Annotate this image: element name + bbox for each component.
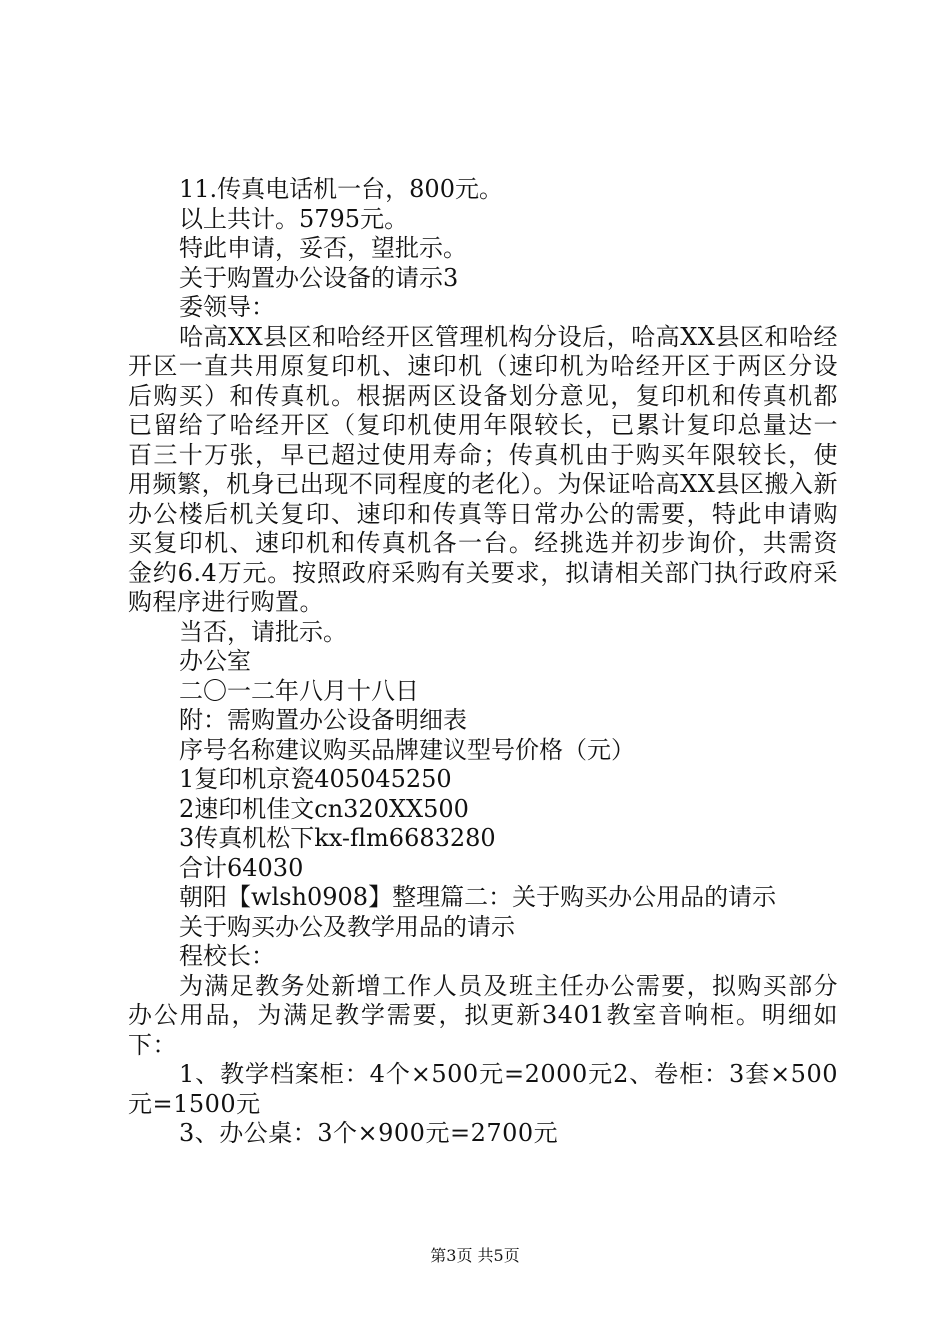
text-line: 以上共计。5795元。 <box>179 204 409 233</box>
body-paragraph: 为满足教务处新增工作人员及班主任办公需要，拟购买部分办公用品，为满足教学需要，拟更新3401教室音响柜。明细如下： <box>128 971 838 1059</box>
text-line: 特此申请，妥否，望批示。 <box>179 234 467 262</box>
signature-date: 二〇一二年八月十八日 <box>179 676 419 705</box>
table-row-line: 2速印机佳文cn320XX500 <box>179 794 469 823</box>
body-paragraph: 哈高XX县区和哈经开区管理机构分设后，哈高XX县区和哈经开区一直共用原复印机、速印机（速印机为哈经开区于两区分设后购买）和传真机。根据两区设备划分意见，复印机和传真机都已留给了哈经开区（复印机使用年限较长，已累计复印总量达一百三十万张，早已超过使用寿命；传真机由于购买年限较长，使用频繁，机身已出现不同程度的老化）。为保证哈高XX县区搬入新办公楼后机关复印、速印和传真等日常办公的需要，特此申请购买复印机、速印机和传真机各一台。经挑选并初步询价，共需资金约6.4万元。按照政府采购有关要求，拟请相关部门执行政府采购程序进行购置。 <box>128 322 838 616</box>
table-row-line: 3传真机松下kx-flm6683280 <box>179 824 496 852</box>
table-header-line: 序号名称建议购买品牌建议型号价格（元） <box>179 735 635 764</box>
text-line: 11.传真电话机一台，800元。 <box>179 175 503 203</box>
body-paragraph: 3、办公桌：3个×900元=2700元 <box>179 1119 559 1147</box>
section-heading: 朝阳【wlsh0908】整理篇二：关于购买办公用品的请示 <box>179 883 777 911</box>
section-heading: 关于购买办公及教学用品的请示 <box>179 912 515 941</box>
table-row-line: 1复印机京瓷405045250 <box>179 765 452 793</box>
section-heading: 关于购置办公设备的请示3 <box>179 263 459 292</box>
text-line: 当否，请批示。 <box>179 617 347 646</box>
page-number-footer: 第3页 共5页 <box>430 1246 520 1265</box>
table-total-line: 合计64030 <box>179 853 304 882</box>
signature-office: 办公室 <box>179 647 251 675</box>
body-paragraph: 1、教学档案柜：4个×500元=2000元2、卷柜：3套×500元=1500元 <box>128 1060 838 1118</box>
document-body <box>128 175 838 1149</box>
salutation: 委领导： <box>179 293 275 321</box>
salutation: 程校长： <box>179 942 275 970</box>
attachment-title: 附：需购置办公设备明细表 <box>179 706 467 734</box>
